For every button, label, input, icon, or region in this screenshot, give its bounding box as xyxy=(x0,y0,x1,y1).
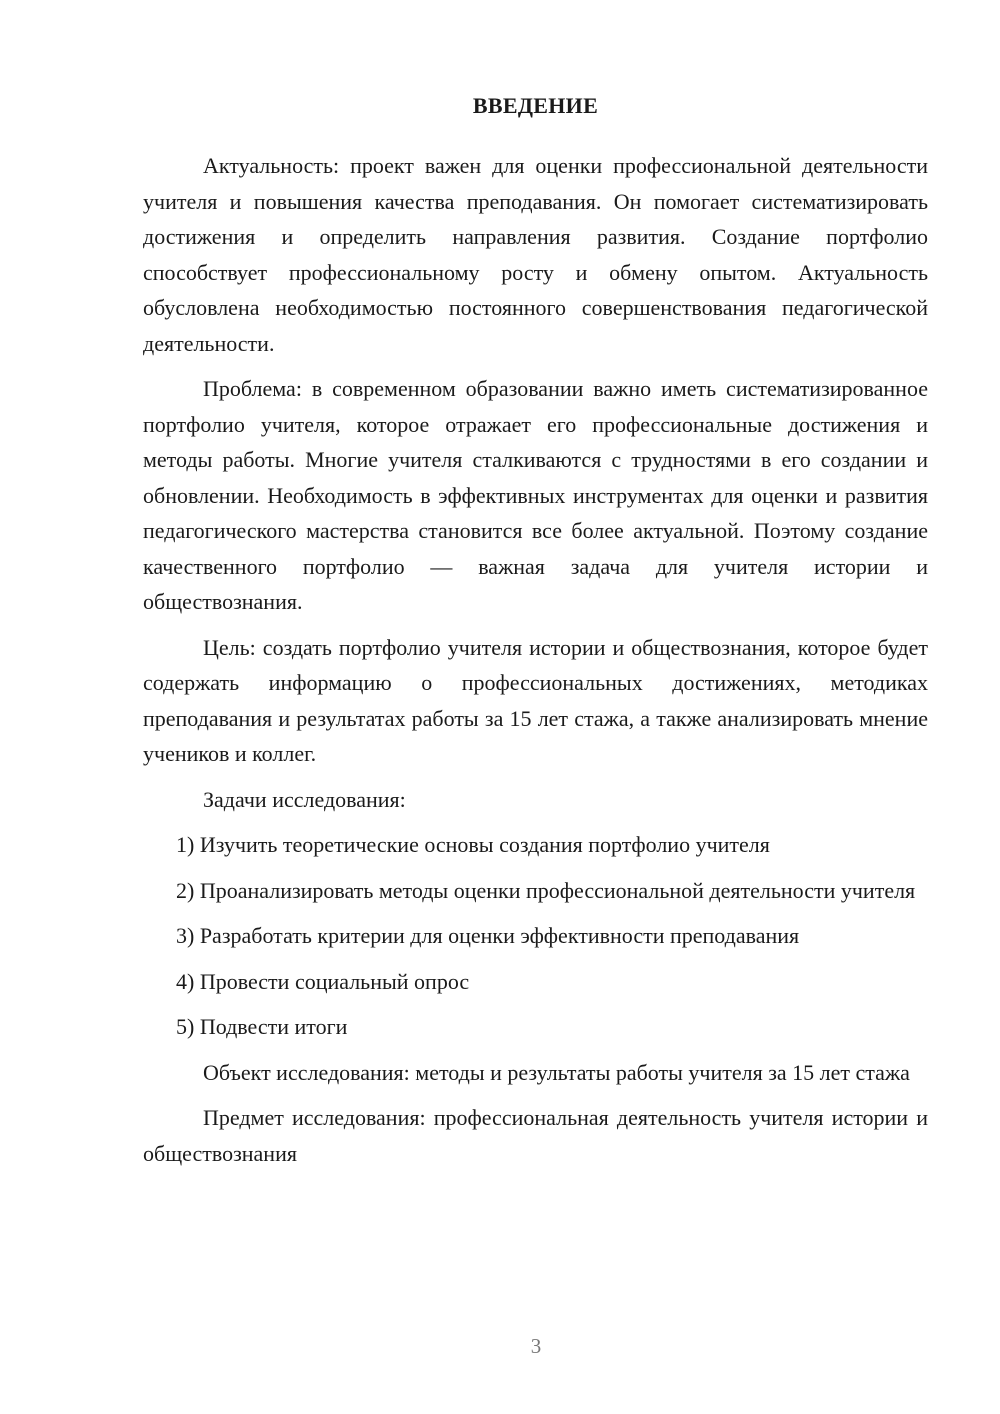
task-item: 3) Разработать критерии для оценки эффективности преподавания xyxy=(176,923,800,948)
relevance-paragraph: Актуальность: проект важен для оценки профессиональной деятельности учителя и повышения качества преподавания. Он помогает систематизировать достижения и определить направления развития. Создание портфолио способствует профессиональному росту и обмену опытом. Актуальность обусловлена необходимостью постоянного совершенствования педагогической деятельности. xyxy=(143,153,928,356)
goal-paragraph: Цель: создать портфолио учителя истории и обществознания, которое будет содержать информацию о профессиональных достижениях, методиках преподавания и результатах работы за 15 лет стажа, а также анализировать мнение учеников и коллег. xyxy=(143,634,928,766)
task-item: 4) Провести социальный опрос xyxy=(176,968,470,994)
task-item: 1) Изучить теоретические основы создания портфолио учителя xyxy=(176,832,770,857)
page-number: 3 xyxy=(530,1334,542,1358)
subject-paragraph: Предмет исследования: профессиональная деятельность учителя истории и обществознания xyxy=(143,1105,928,1166)
section-heading: ВВЕДЕНИЕ xyxy=(472,93,599,118)
tasks-title: Задачи исследования: xyxy=(203,786,406,812)
task-item: 5) Подвести итоги xyxy=(176,1014,348,1039)
object-paragraph: Объект исследования: методы и результаты работы учителя за 15 лет стажа xyxy=(203,1059,910,1085)
document-page xyxy=(143,92,928,1181)
problem-paragraph: Проблема: в современном образовании важно иметь систематизированное портфолио учителя, которое отражает его профессиональные достижения и методы работы. Многие учителя сталкиваются с трудностями в его создании и обновлении. Необходимость в эффективных инструментах для оценки и развития педагогического мастерства становится все более актуальной. Поэтому создание качественного портфолио — важная задача для учителя истории и обществознания. xyxy=(143,376,928,614)
task-item: 2) Проанализировать методы оценки профессиональной деятельности учителя xyxy=(176,877,916,903)
